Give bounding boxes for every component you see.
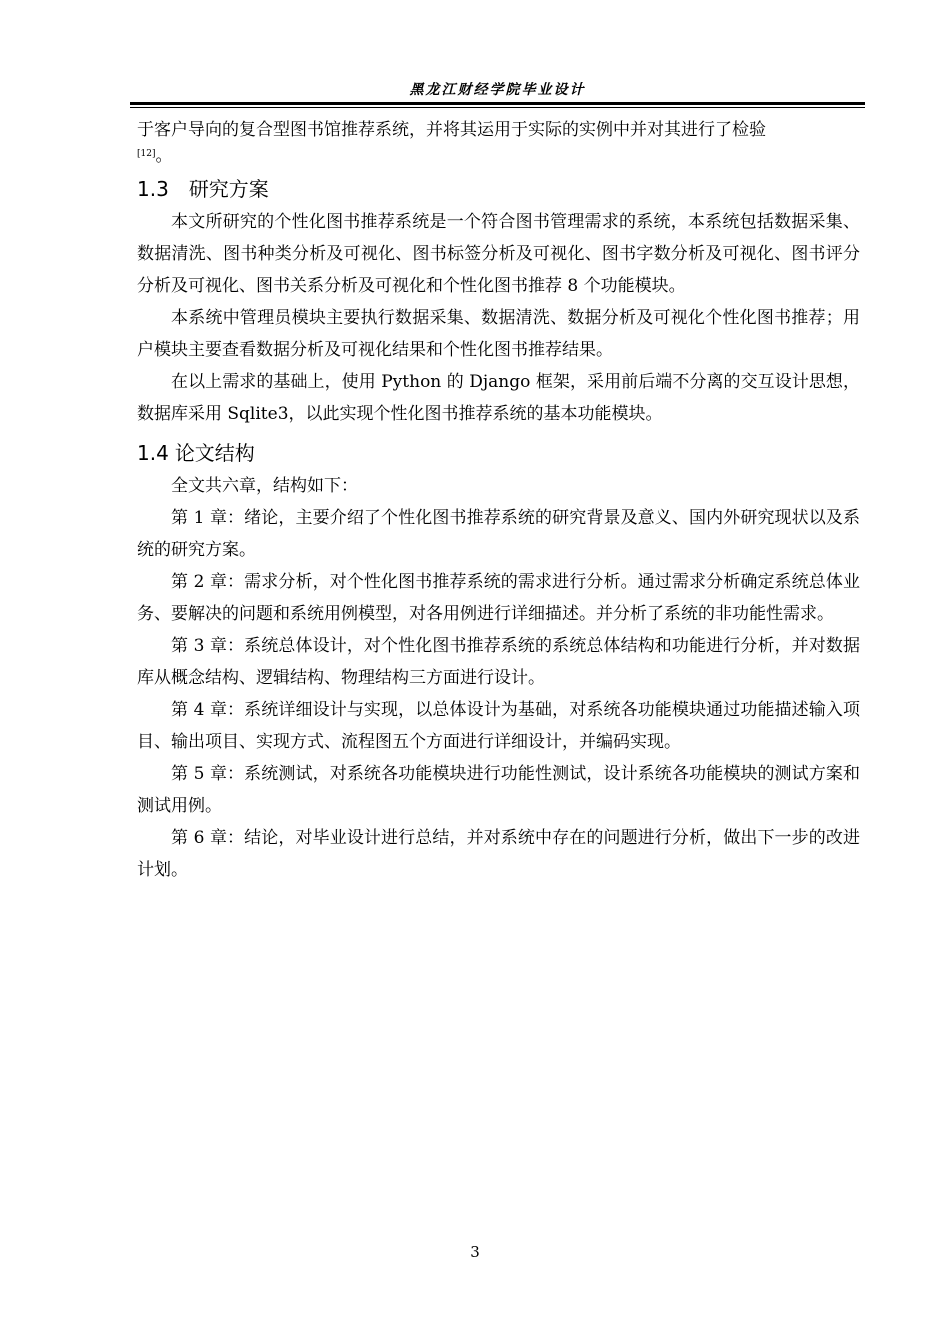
body-paragraph: 第 1 章：绪论，主要介绍了个性化图书推荐系统的研究背景及意义、国内外研究现状以及系统的研究方案。 xyxy=(137,508,860,560)
body-paragraph: 第 5 章：系统测试，对系统各功能模块进行功能性测试，设计系统各功能模块的测试方案和测试用例。 xyxy=(137,764,860,816)
continuation-citation-line xyxy=(137,146,860,166)
body-paragraph: 本文所研究的个性化图书推荐系统是一个符合图书管理需求的系统，本系统包括数据采集、数据清洗、图书种类分析及可视化、图书标签分析及可视化、图书字数分析及可视化、图书评分分析及可视化、图书关系分析及可视化和个性化图书推荐 8 个功能模块。 xyxy=(137,212,860,296)
continuation-end: 。 xyxy=(155,146,173,166)
body-paragraph: 第 3 章：系统总体设计，对个性化图书推荐系统的系统总体结构和功能进行分析，并对数据库从概念结构、逻辑结构、物理结构三方面进行设计。 xyxy=(137,636,860,688)
citation-ref: [12] xyxy=(137,149,156,159)
section-heading-1-3 xyxy=(137,172,860,206)
running-header: 黑龙江财经学院毕业设计 xyxy=(409,82,586,98)
body-paragraph: 第 4 章：系统详细设计与实现，以总体设计为基础，对系统各功能模块通过功能描述输入项目、输出项目、实现方式、流程图五个方面进行详细设计，并编码实现。 xyxy=(137,700,860,752)
body-paragraph: 在以上需求的基础上，使用 Python 的 Django 框架，采用前后端不分离的交互设计思想，数据库采用 Sqlite3，以此实现个性化图书推荐系统的基本功能模块。 xyxy=(137,372,860,424)
section-title: 研究方案 xyxy=(188,177,269,201)
section-number: 1.4 xyxy=(137,441,169,465)
section-title: 论文结构 xyxy=(174,441,255,465)
body-paragraph: 第 2 章：需求分析，对个性化图书推荐系统的需求进行分析。通过需求分析确定系统总体业务、要解决的问题和系统用例模型，对各用例进行详细描述。并分析了系统的非功能性需求。 xyxy=(137,572,860,624)
header-rule-thick xyxy=(130,102,865,105)
body-paragraph: 本系统中管理员模块主要执行数据采集、数据清洗、数据分析及可视化个性化图书推荐；用户模块主要查看数据分析及可视化结果和个性化图书推荐结果。 xyxy=(137,308,860,360)
continuation-text: 于客户导向的复合型图书馆推荐系统，并将其运用于实际的实例中并对其进行了检验 xyxy=(137,120,766,140)
section-number: 1.3 xyxy=(137,177,169,201)
section-heading-1-4 xyxy=(137,436,860,470)
body-paragraph: 全文共六章，结构如下： xyxy=(171,476,358,496)
body-paragraph: 第 6 章：结论，对毕业设计进行总结，并对系统中存在的问题进行分析，做出下一步的改进计划。 xyxy=(137,828,860,880)
page-body xyxy=(137,114,860,886)
page-number: 3 xyxy=(470,1243,480,1261)
continuation-paragraph xyxy=(137,114,860,146)
header-rule-thin xyxy=(130,107,865,108)
